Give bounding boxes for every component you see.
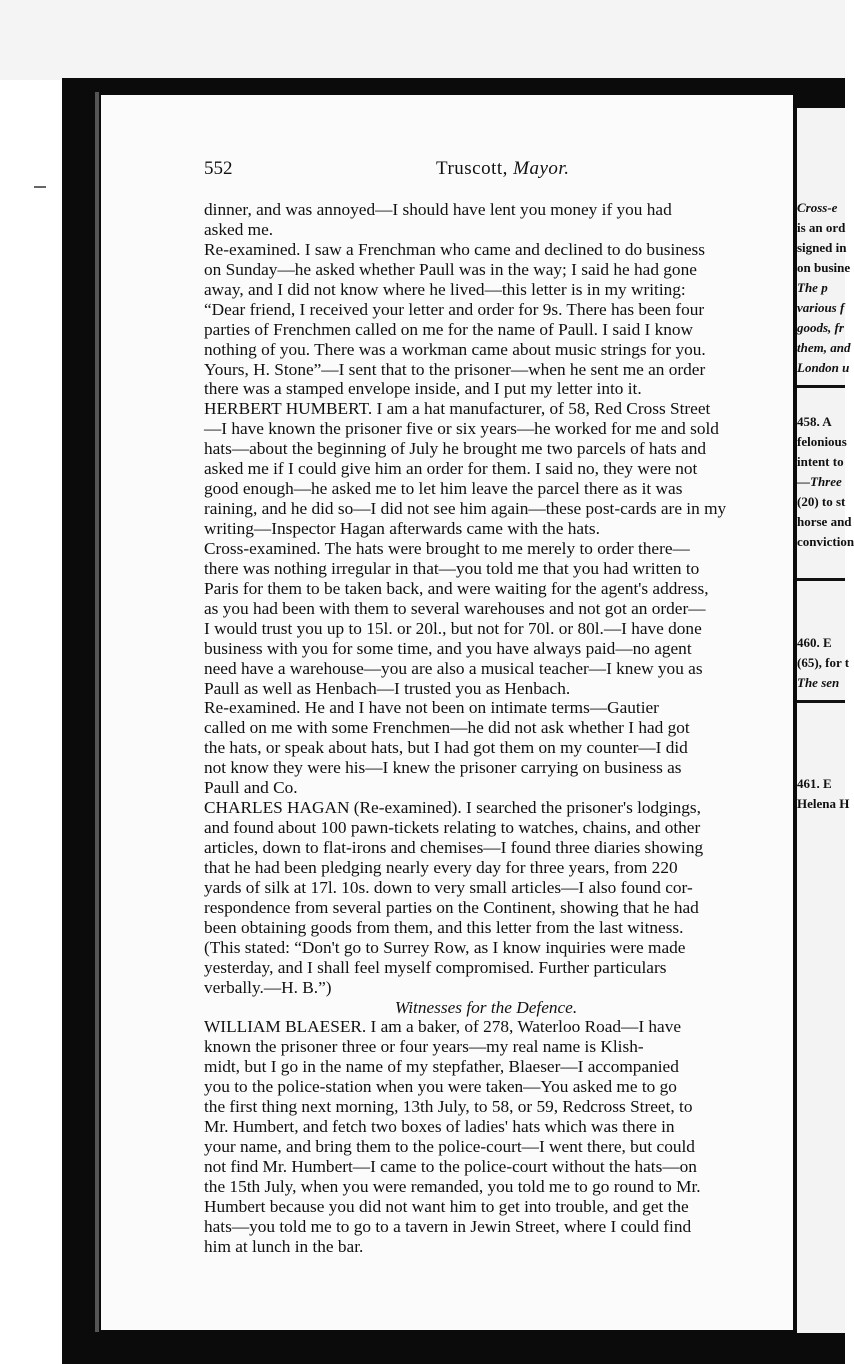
text-line: Paull and Co.	[204, 778, 298, 798]
adjacent-page-fragment: London u	[797, 360, 850, 375]
page-number: 552	[204, 158, 233, 179]
text-line: “Dear friend, I received your letter and order for 9s. There has been four	[204, 299, 705, 319]
text-line: there was a stamped envelope inside, and I put my letter into it.	[204, 379, 642, 399]
adjacent-page-rule	[797, 700, 845, 703]
text-line: business with you for some time, and you have always paid—no agent	[204, 638, 692, 658]
text-line: yesterday, and I shall feel myself compromised. Further particulars	[204, 957, 667, 977]
text-line: the 15th July, when you were remanded, you told me to go round to Mr.	[204, 1176, 701, 1196]
text-line: on Sunday—he asked whether Paull was in the way; I said he had gone	[204, 259, 697, 279]
adjacent-page-strip	[797, 108, 854, 1333]
text-line: Paull as well as Henbach—I trusted you as Henbach.	[204, 678, 571, 698]
text-line: that he had been pledging nearly every day for three years, from 220	[204, 857, 678, 877]
text-line: verbally.—H. B.”)	[204, 977, 332, 997]
text-line: I would trust you up to 15l. or 20l., but not for 70l. or 80l.—I have done	[204, 618, 702, 638]
text-line: WILLIAM BLAESER. I am a baker, of 278, Waterloo Road—I have	[204, 1017, 682, 1037]
text-line: not know they were his—I knew the prisoner carrying on business as	[204, 758, 682, 778]
text-line: called on me with some Frenchmen—he did not ask whether I had got	[204, 718, 690, 738]
page-edge	[95, 92, 99, 1332]
text-line: yards of silk at 17l. 10s. down to very small articles—I also found cor-	[204, 877, 693, 897]
text-line: hats—about the beginning of July he brought me two parcels of hats and	[204, 439, 707, 459]
adjacent-page-fragment: felonious	[797, 434, 847, 449]
adjacent-page-fragment: conviction	[797, 534, 854, 549]
text-line: raining, and he did so—I did not see him again—these post-cards are in my	[204, 499, 727, 519]
text-line: need have a warehouse—you are also a musical teacher—I knew you as	[204, 658, 703, 678]
text-line: articles, down to flat-irons and chemises—I found three diaries showing	[204, 838, 704, 857]
text-line: writing—Inspector Hagan afterwards came with the hats.	[204, 519, 600, 538]
adjacent-page-fragment: (65), for t	[797, 655, 850, 670]
text-line: Re-examined. He and I have not been on intimate terms—Gautier	[204, 698, 659, 718]
adjacent-page-fragment: goods, fr	[797, 320, 844, 335]
margin-mark	[34, 186, 46, 188]
text-line: Yours, H. Stone”—I sent that to the prisoner—when he sent me an order	[204, 359, 706, 379]
adjacent-page-fragment: Cross-e	[797, 200, 838, 215]
text-line: asked me.	[204, 219, 274, 239]
text-line: good enough—he asked me to let him leave the parcel there as it was	[204, 479, 683, 499]
text-line: and found about 100 pawn-tickets relating to watches, chains, and other	[204, 818, 701, 838]
adjacent-page-fragment: The sen	[797, 675, 840, 690]
adjacent-page-fragment: The p	[797, 280, 828, 295]
adjacent-page-fragment: 460. E	[797, 635, 832, 650]
text-line: dinner, and was annoyed—I should have lent you money if you had	[204, 200, 672, 219]
text-line: Humbert because you did not want him to get into trouble, and get the	[204, 1196, 689, 1216]
text-line: there was nothing irregular in that—you told me that you had written to	[204, 558, 700, 578]
scan-margin-top	[0, 0, 845, 80]
adjacent-page-fragment: (20) to st	[797, 494, 846, 509]
adjacent-page-fragment: Helena H	[797, 796, 850, 811]
running-head-name: Truscott,	[436, 158, 508, 179]
text-line: HERBERT HUMBERT. I am a hat manufacturer, of 58, Red Cross Street	[204, 399, 711, 419]
adjacent-page-fragment: —Three	[797, 474, 842, 489]
text-line: (This stated: “Don't go to Surrey Row, as I know inquiries were made	[204, 937, 686, 957]
text-line: hats—you told me to go to a tavern in Jewin Street, where I could find	[204, 1216, 692, 1236]
text-line: Mr. Humbert, and fetch two boxes of ladies' hats which was there in	[204, 1117, 675, 1137]
running-head-title: Mayor.	[513, 158, 570, 179]
text-line: —I have known the prisoner five or six years—he worked for me and sold	[204, 419, 719, 439]
running-head	[436, 158, 569, 180]
text-line: you to the police-station when you were taken—You asked me to go	[204, 1077, 677, 1097]
adjacent-page-fragment: on busine	[797, 260, 851, 275]
text-line: as you had been with them to several warehouses and not got an order—	[204, 598, 706, 618]
text-line: known the prisoner three or four years—my real name is Klish-	[204, 1037, 644, 1057]
page-header	[204, 158, 790, 186]
adjacent-page-fragment: them, and	[797, 340, 851, 355]
text-line: your name, and bring them to the police-court—I went there, but could	[204, 1137, 695, 1157]
adjacent-page-fragment: is an ord	[797, 220, 846, 235]
text-line: him at lunch in the bar.	[204, 1236, 364, 1256]
text-line: away, and I did not know where he lived—this letter is in my writing:	[204, 279, 686, 299]
adjacent-page-fragment: 461. E	[797, 776, 832, 791]
text-line: Cross-examined. The hats were brought to me merely to order there—	[204, 538, 690, 558]
section-heading: Witnesses for the Defence.	[394, 997, 578, 1017]
text-line: asked me if I could give him an order for them. I said no, they were not	[204, 459, 698, 479]
adjacent-page-rule	[797, 385, 845, 388]
text-line: midt, but I go in the name of my stepfather, Blaeser—I accompanied	[204, 1057, 679, 1077]
adjacent-page-fragment: intent to	[797, 454, 844, 469]
text-line: Re-examined. I saw a Frenchman who came and declined to do business	[204, 239, 706, 259]
page-body-text	[204, 200, 768, 1257]
text-line: not find Mr. Humbert—I came to the police-court without the hats—on	[204, 1157, 697, 1176]
text-line: the hats, or speak about hats, but I had got them on my counter—I did	[204, 738, 688, 758]
adjacent-page-fragment: signed in	[797, 240, 847, 255]
adjacent-page-fragment: various f	[797, 300, 845, 315]
text-line: respondence from several parties on the Continent, showing that he had	[204, 897, 699, 917]
text-line: CHARLES HAGAN (Re-examined). I searched the prisoner's lodgings,	[204, 798, 701, 818]
text-line: parties of Frenchmen called on me for the name of Paull. I said I know	[204, 319, 694, 339]
text-line: been obtaining goods from them, and this letter from the last witness.	[204, 917, 684, 937]
text-line: the first thing next morning, 13th July, to 58, or 59, Redcross Street, to	[204, 1097, 693, 1117]
adjacent-page-fragment: 458. A	[797, 414, 832, 429]
adjacent-page-fragment: horse and	[797, 514, 852, 529]
text-line: nothing of you. There was a workman came about music strings for you.	[204, 339, 706, 359]
adjacent-page-rule	[797, 578, 845, 581]
text-line: Paris for them to be taken back, and were waiting for the agent's address,	[204, 578, 709, 598]
